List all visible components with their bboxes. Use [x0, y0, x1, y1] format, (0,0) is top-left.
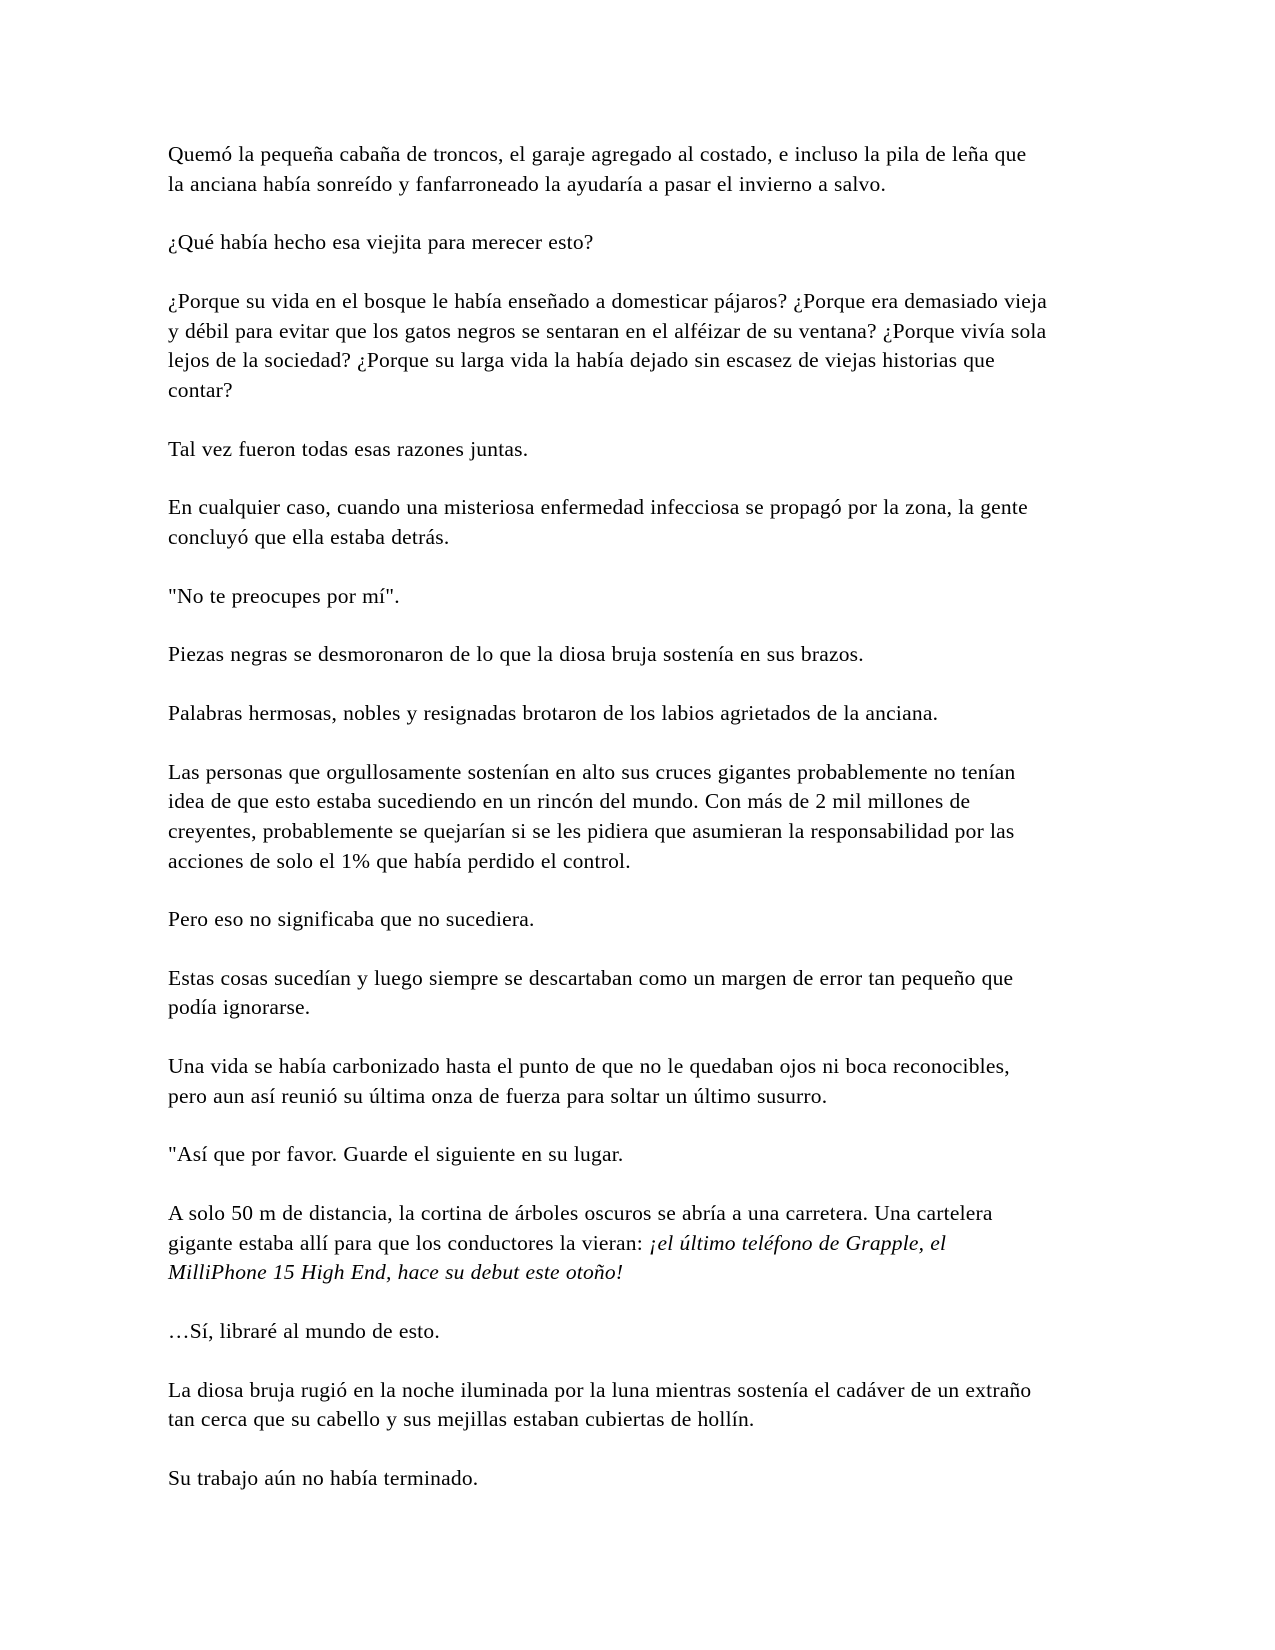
document-body — [168, 140, 1048, 1494]
paragraph: En cualquier caso, cuando una misteriosa enfermedad infecciosa se propagó por la zona, la gente concluyó que ella estaba detrás. — [168, 495, 1028, 549]
paragraph: La diosa bruja rugió en la noche iluminada por la luna mientras sostenía el cadáver de un extraño tan cerca que su cabello y sus mejillas estaban cubiertas de hollín. — [168, 1377, 1032, 1432]
paragraph: Las personas que orgullosamente sostenían en alto sus cruces gigantes probablemente no tenían idea de que esto estaba sucediendo en un rincón del mundo. Con más de 2 mil millones de creyentes, probablemente se quejarían si se les pidiera que asumieran la responsabilidad por las acciones de solo el 1% que había perdido el control. — [168, 759, 1016, 873]
paragraph: Estas cosas sucedían y luego siempre se descartaban como un margen de error tan pequeño que podía ignorarse. — [168, 965, 1014, 1020]
paragraph: Piezas negras se desmoronaron de lo que la diosa bruja sostenía en sus brazos. — [168, 642, 864, 667]
paragraph: ¿Qué había hecho esa viejita para merecer esto? — [168, 230, 594, 255]
paragraph: Pero eso no significaba que no sucediera. — [168, 907, 535, 932]
paragraph-lead-text: A solo 50 m de distancia, la cortina de árboles oscuros se abría a una carretera. Una cartelera gigante estaba allí para que los conductores la vieran: — [168, 1201, 993, 1255]
billboard-advertisement-text: ¡el último teléfono de Grapple, el MilliPhone 15 High End, hace su debut este otoño! — [168, 1230, 947, 1285]
paragraph: Quemó la pequeña cabaña de troncos, el garaje agregado al costado, e incluso la pila de leña que la anciana había sonreído y fanfarroneado la ayudaría a pasar el invierno a salvo. — [168, 142, 1027, 196]
paragraph: ¿Porque su vida en el bosque le había enseñado a domesticar pájaros? ¿Porque era demasiado vieja y débil para evitar que los gatos negros se sentaran en el alféizar de su ventana? ¿Porque vivía sola lejos de la sociedad? ¿Porque su larga vida la había dejado sin escasez de viejas historias que contar? — [168, 288, 1048, 402]
paragraph: Una vida se había carbonizado hasta el punto de que no le quedaban ojos ni boca reconocibles, pero aun así reunió su última onza de fuerza para soltar un último susurro. — [168, 1054, 1010, 1108]
paragraph: Su trabajo aún no había terminado. — [168, 1466, 479, 1491]
paragraph: Palabras hermosas, nobles y resignadas brotaron de los labios agrietados de la anciana. — [168, 700, 939, 725]
paragraph: "Así que por favor. Guarde el siguiente en su lugar. — [168, 1142, 624, 1167]
paragraph: …Sí, libraré al mundo de esto. — [168, 1319, 440, 1344]
paragraph: Tal vez fueron todas esas razones juntas. — [168, 436, 529, 461]
paragraph: "No te preocupes por mí". — [168, 583, 400, 608]
paragraph-with-billboard-quote — [168, 1199, 1048, 1288]
